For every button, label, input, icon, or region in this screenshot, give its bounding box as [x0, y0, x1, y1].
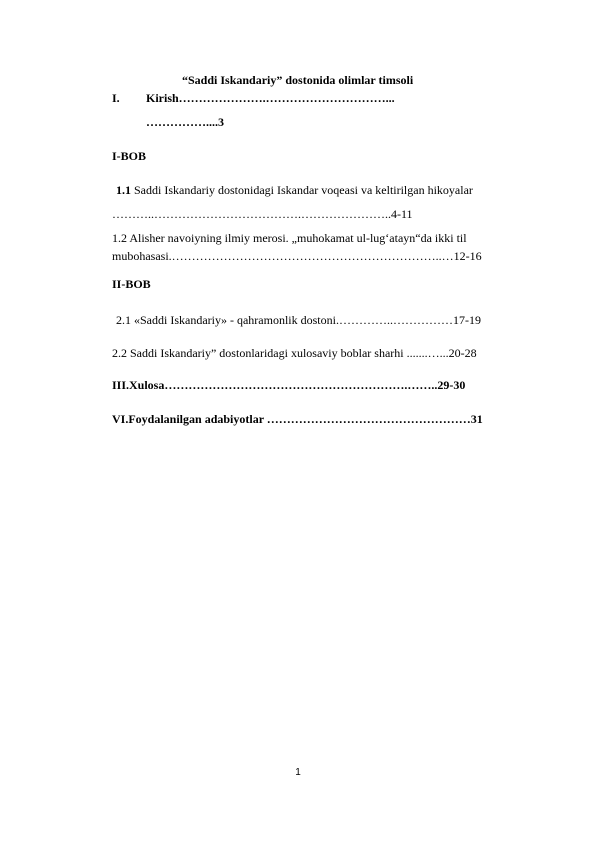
page-number: 1 [295, 767, 301, 778]
toc-item-1-1-text: Saddi Iskandariy dostonidagi Iskandar voqeasi va keltirilgan hikoyalar [131, 183, 473, 197]
intro-number: I. [112, 91, 120, 105]
toc-references: VI.Foydalanilgan adabiyotlar ……………………………………………31 [112, 412, 483, 426]
toc-item-1-1-dots: ………..……………………………….…………………..4-11 [112, 207, 413, 221]
toc-item-1-1-number: 1.1 [116, 183, 131, 197]
chapter2-heading: II-BOB [112, 277, 151, 291]
toc-conclusion: III.Xulosa…………………………………………………….……..29-30 [112, 378, 466, 392]
chapter1-heading: I-BOB [112, 149, 147, 163]
toc-item-2-2: 2.2 Saddi Iskandariy” dostonlaridagi xulosaviy boblar sharhi .......…...20-28 [112, 346, 477, 360]
toc-item-1-2-line1: 1.2 Alisher navoiyning ilmiy merosi. „muhokamat ul-lug‘atayn“da ikki til [112, 231, 467, 245]
toc-item-2-1: 2.1 «Saddi Iskandariy» - qahramonlik dostoni.…………..……………17-19 [116, 313, 481, 327]
document-title: “Saddi Iskandariy” dostonida olimlar timsoli [182, 73, 414, 87]
toc-intro-line2: ……………....3 [146, 115, 224, 129]
toc-item-1-1 [112, 183, 544, 197]
toc-intro-line1: Kirish………………….…………………………... [146, 91, 395, 105]
toc-item-1-2-line2: mubohasasi.…………………………………………………………..…12-16 [112, 249, 482, 263]
